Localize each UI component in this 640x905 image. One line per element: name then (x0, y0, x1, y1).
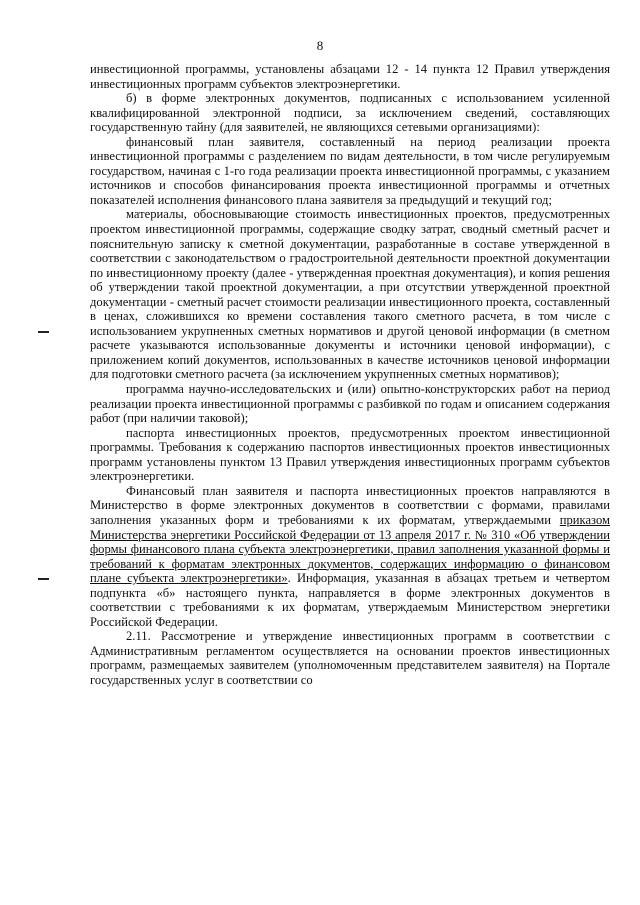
paragraph-2-11: 2.11. Рассмотрение и утверждение инвестиционных программ в соответствии с Административным регламентом осуществляется на основании проектов инвестиционных программ, размещаемых заявителем (уполномоченным представителем заявителя) на Портале государственных услуг в соответствии со (90, 629, 610, 687)
paragraph-text: . Информация, указанная в абзацах третьем и четвертом подпункта «б» настоящего пункта, направляется в форме электронных документов в соответствии с требованиями к их форматам, утверждаемым Министерством энергетики Российской Федерации. (90, 571, 611, 629)
paragraph-cost-materials: материалы, обосновывающие стоимость инвестиционных проектов, предусмотренных проектом инвестиционной программы, содержащие сводку затрат, сводный сметный расчет и пояснительную записку к сметной документации, разработанные в составе утвержденной в соответствии с законодательством о градостроительной деятельности проектной документации по инвестиционному проекту (далее - утвержденная проектная документация), и копия решения об утверждении такой проектной документации, а при отсутствии утвержденной проектной документации - сметный расчет стоимости реализации инвестиционного проекта, составленный в ценах, сложившихся ко времени составления такого сметного расчета, в том числе с использованием укрупненных сметных нормативов и другой ценовой информации (в сметном расчете указываются использованные документы и источники ценовой информации), с приложением копий документов, использованных в качестве источников ценовой информации для подготовки сметного расчета (за исключением укрупненных сметных нормативов); (90, 207, 610, 382)
document-body (90, 62, 610, 688)
paragraph-project-passports: паспорта инвестиционных проектов, предусмотренных проектом инвестиционной программы. Требования к содержанию паспортов инвестиционных проектов инвестиционных программ установлены пунктом 13 Правил утверждения инвестиционных программ субъектов электроэнергетики. (90, 425, 610, 484)
margin-mark (38, 578, 49, 580)
paragraph-continuation: инвестиционной программы, установлены абзацами 12 - 14 пункта 12 Правил утверждения инвестиционных программ субъектов электроэнергетики. (90, 62, 610, 91)
paragraph-research-program: программа научно-исследовательских и (или) опытно-конструкторских работ на период реализации проекта инвестиционной программы с разбивкой по годам и описанием содержания работ (при наличии таковой); (90, 382, 610, 426)
paragraph-submission-forms (90, 484, 610, 629)
margin-mark (38, 331, 49, 333)
paragraph-financial-plan: финансовый план заявителя, составленный на период реализации проекта инвестиционной программы с разделением по видам деятельности, в том числе регулируемым государством, начиная с 1-го года реализации проекта инвестиционной программы, с указанием источников и способов финансирования проекта инвестиционной программы и отчетных показателей исполнения финансового плана заявителя за предыдущий и текущий год; (90, 134, 610, 207)
paragraph-subitem-b: б) в форме электронных документов, подписанных с использованием усиленной квалифицированной электронной подписи, за исключением сведений, составляющих государственную тайну (для заявителей, не являющихся сетевыми организациями): (90, 91, 610, 135)
page-number: 8 (316, 38, 324, 53)
paragraph-text: Финансовый план заявителя и паспорта инвестиционных проектов направляются в Министерство в форме электронных документов в соответствии с формами, правилами заполнения указанных форм и требованиями к их форматам, утверждаемыми (90, 483, 610, 527)
order-link[interactable]: приказом Министерства энергетики Российской Федерации от 13 апреля 2017 г. № 310 «Об утверждении формы финансового плана субъекта электроэнергетики, правил заполнения указанной формы и требований к форматам электронных документов, содержащих информацию о финансовом плане субъекта электроэнергетики» (90, 512, 610, 586)
